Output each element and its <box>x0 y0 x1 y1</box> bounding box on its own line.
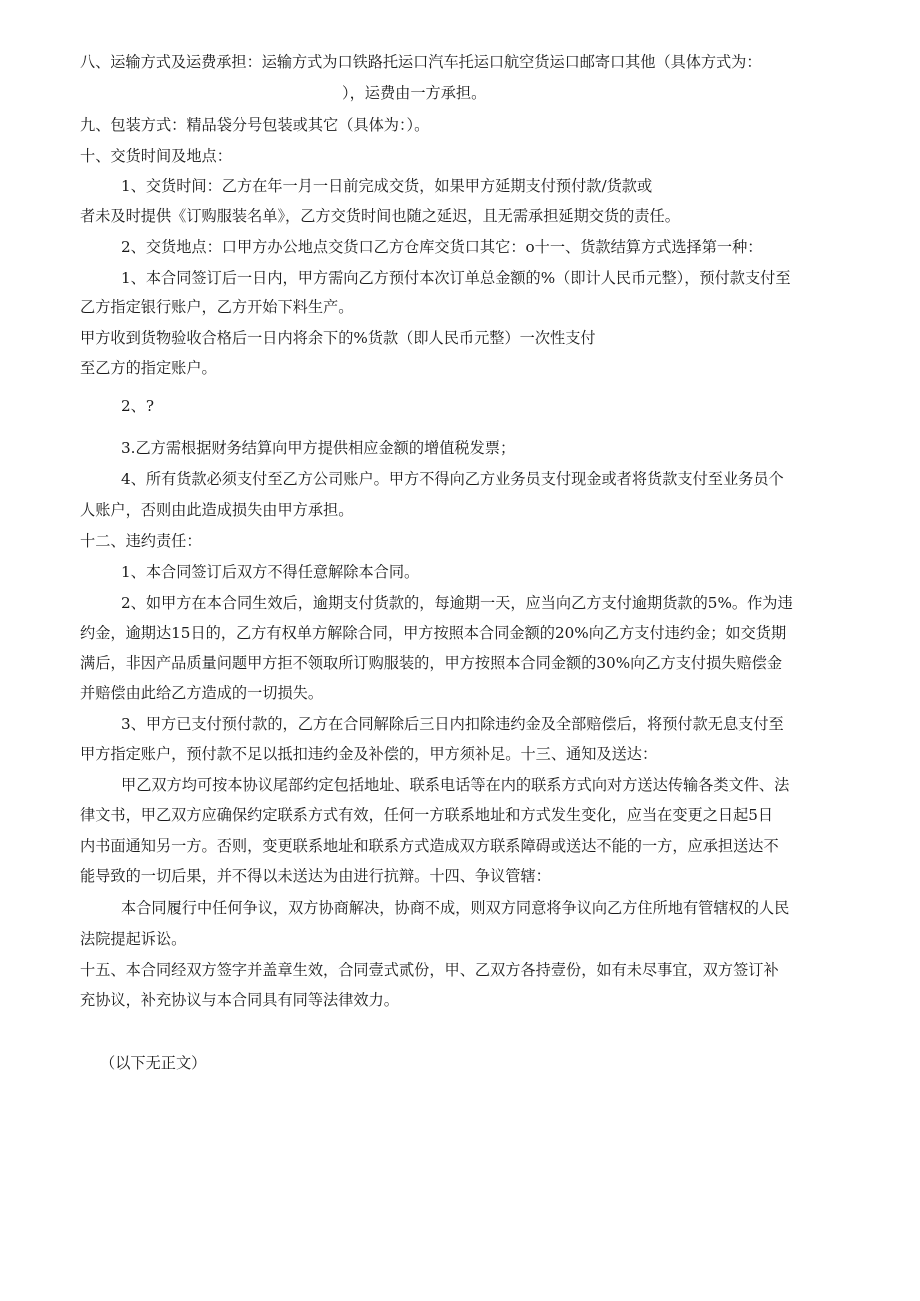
text-line: ），运费由一方承担。 <box>342 84 487 102</box>
text-line: 甲方收到货物验收合格后一日内将余下的%货款（即人民币元整）一次性支付 <box>80 329 596 347</box>
text-line: 约金，逾期达15日的，乙方有权单方解除合同，甲方按照本合同金额的20%向乙方支付违约金；如交货期 <box>80 624 787 642</box>
text-line: 至乙方的指定账户。 <box>80 359 217 377</box>
text-line: 律文书，甲乙双方应确保约定联系方式有效，任何一方联系地址和方式发生变化，应当在变更之日起5日 <box>80 806 774 824</box>
text-line: 1、本合同签订后双方不得任意解除本合同。 <box>121 563 420 581</box>
text-line: 乙方指定银行账户，乙方开始下料生产。 <box>80 298 354 316</box>
text-line: 4、所有货款必须支付至乙方公司账户。甲方不得向乙方业务员支付现金或者将货款支付至业务员个 <box>121 470 784 488</box>
text-line: 1、本合同签订后一日内，甲方需向乙方预付本次订单总金额的%（即计人民币元整），预付款支付至 <box>121 269 791 287</box>
text-line: 1、交货时间：乙方在年一月一日前完成交货，如果甲方延期支付预付款/货款或 <box>121 177 653 195</box>
text-line: 满后，非因产品质量问题甲方拒不领取所订购服装的，甲方按照本合同金额的30%向乙方支付损失赔偿金 <box>80 654 783 672</box>
text-line: 法院提起诉讼。 <box>80 930 187 948</box>
text-line: 本合同履行中任何争议，双方协商解决，协商不成，则双方同意将争议向乙方住所地有管辖权的人民 <box>121 899 790 917</box>
text-line: 十五、本合同经双方签字并盖章生效，合同壹式贰份，甲、乙双方各持壹份，如有未尽事宜，双方签订补 <box>80 961 779 979</box>
text-line: 2、交货地点：口甲方办公地点交货口乙方仓库交货口其它：o十一、货款结算方式选择第一种： <box>121 238 763 256</box>
text-line: 2、? <box>121 397 154 415</box>
text-line: 并赔偿由此给乙方造成的一切损失。 <box>80 684 323 702</box>
text-line: 甲方指定账户，预付款不足以抵扣违约金及补偿的，甲方须补足。十三、通知及送达： <box>80 745 658 763</box>
text-line: 人账户，否则由此造成损失由甲方承担。 <box>80 501 354 519</box>
text-line: 甲乙双方均可按本协议尾部约定包括地址、联系电话等在内的联系方式向对方送达传输各类文件、法 <box>121 776 790 794</box>
text-line: 能导致的一切后果，并不得以未送达为由进行抗辩。十四、争议管辖： <box>80 867 551 885</box>
text-line: 十、交货时间及地点： <box>80 147 232 165</box>
text-line: 内书面通知另一方。否则，变更联系地址和联系方式造成双方联系障碍或送达不能的一方，应承担送达不 <box>80 837 779 855</box>
text-line: 3、甲方已支付预付款的，乙方在合同解除后三日内扣除违约金及全部赔偿后，将预付款无息支付至 <box>121 715 784 733</box>
text-line: 十二、违约责任： <box>80 532 202 550</box>
text-line: 3.乙方需根据财务结算向甲方提供相应金额的增值税发票； <box>121 439 516 457</box>
text-line: 充协议，补充协议与本合同具有同等法律效力。 <box>80 991 399 1009</box>
text-line: 2、如甲方在本合同生效后，逾期支付货款的，每逾期一天，应当向乙方支付逾期货款的5%。作为违 <box>121 594 793 612</box>
text-line: 者未及时提供《订购服装名单》，乙方交货时间也随之延迟，且无需承担延期交货的责任。 <box>80 207 680 225</box>
text-line: （以下无正文） <box>100 1054 207 1072</box>
text-line: 八、运输方式及运费承担：运输方式为口铁路托运口汽车托运口航空货运口邮寄口其他（具体方式为： <box>80 53 762 71</box>
text-line: 九、包装方式：精品袋分号包装或其它（具体为：）。 <box>80 116 430 134</box>
